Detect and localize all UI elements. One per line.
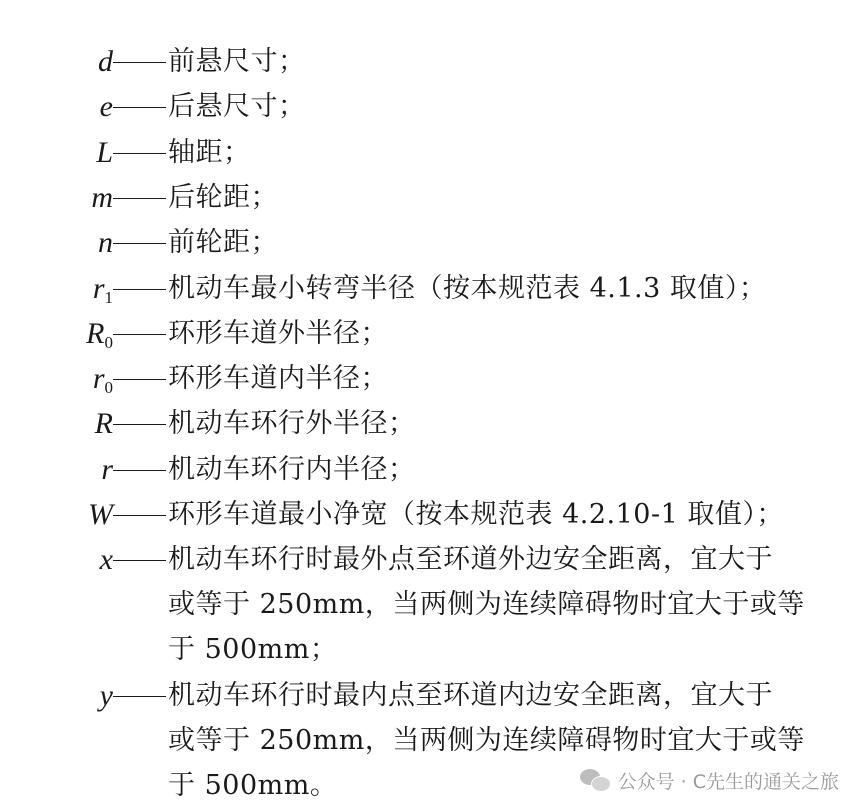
em-dash <box>113 153 166 154</box>
definition-text: 机动车环行内半径； <box>168 453 416 485</box>
em-dash <box>113 62 166 63</box>
definition-text: 后轮距； <box>168 181 278 213</box>
definition-entry <box>0 175 865 220</box>
definition-entry <box>0 401 865 446</box>
symbol-label: d <box>98 45 113 78</box>
definition-entry <box>0 492 865 537</box>
definition-text: 环形车道最小净宽（按本规范表 4.2.10-1 取值）； <box>168 499 784 530</box>
em-dash <box>113 198 166 199</box>
definition-entry <box>0 537 865 672</box>
symbol-subscript: 0 <box>104 332 113 352</box>
symbol-label: W <box>88 498 113 531</box>
em-dash <box>113 289 166 290</box>
definition-text: 轴距； <box>168 136 251 168</box>
symbol-label: e <box>99 90 113 124</box>
symbol-subscript: 1 <box>104 287 113 307</box>
watermark <box>580 765 839 795</box>
definition-continuation: 或等于 250mm，当两侧为连续障碍物时宜大于或等 <box>168 589 805 621</box>
wechat-icon <box>580 768 610 792</box>
em-dash <box>113 424 166 425</box>
symbol-label: $r_0$ <box>92 362 113 398</box>
em-dash <box>113 696 166 697</box>
definition-entry <box>0 130 865 175</box>
symbol-label: L <box>96 135 113 169</box>
symbol-label: r <box>101 452 113 486</box>
definition-entry <box>0 311 865 356</box>
definition-entry <box>0 39 865 84</box>
definition-text: 机动车环行时最外点至环道外边安全距离，宜大于 <box>168 544 773 576</box>
definition-text: 机动车环行外半径； <box>168 408 416 440</box>
definition-entry <box>0 220 865 265</box>
symbol-label: y <box>99 679 113 713</box>
symbol-label: R <box>94 407 113 441</box>
em-dash <box>113 470 166 471</box>
em-dash <box>113 515 166 516</box>
definition-text: 环形车道内半径； <box>168 363 388 395</box>
definition-text: 机动车最小转弯半径（按本规范表 4.1.3 取值）； <box>168 272 767 304</box>
symbol-label: x <box>99 543 113 577</box>
em-dash <box>113 334 166 335</box>
definition-continuation: 或等于 250mm，当两侧为连续障碍物时宜大于或等 <box>168 725 805 757</box>
em-dash <box>113 243 166 244</box>
definition-continuation: 于 500mm。 <box>168 770 338 802</box>
em-dash <box>113 560 166 561</box>
symbol-label: n <box>98 226 113 260</box>
definition-text: 机动车环行时最内点至环道内边安全距离，宜大于 <box>168 680 773 712</box>
definition-entry <box>0 447 865 492</box>
definition-text: 前悬尺寸； <box>168 46 306 77</box>
definition-entry <box>0 356 865 401</box>
definition-continuation: 于 500mm； <box>168 634 338 666</box>
watermark-text: 公众号 · C先生的通关之旅 <box>617 770 839 793</box>
definition-text: 前轮距； <box>168 227 278 259</box>
symbol-label: m <box>91 180 113 214</box>
symbol-label: $r_1$ <box>92 271 113 307</box>
em-dash <box>113 107 166 108</box>
definition-entry <box>0 266 865 311</box>
definition-text: 后悬尺寸； <box>168 91 306 123</box>
em-dash <box>113 379 166 380</box>
symbol-subscript: 0 <box>104 378 113 398</box>
symbol-label: $R_0$ <box>86 316 113 352</box>
definition-entry <box>0 84 865 129</box>
definition-text: 环形车道外半径； <box>168 317 388 349</box>
